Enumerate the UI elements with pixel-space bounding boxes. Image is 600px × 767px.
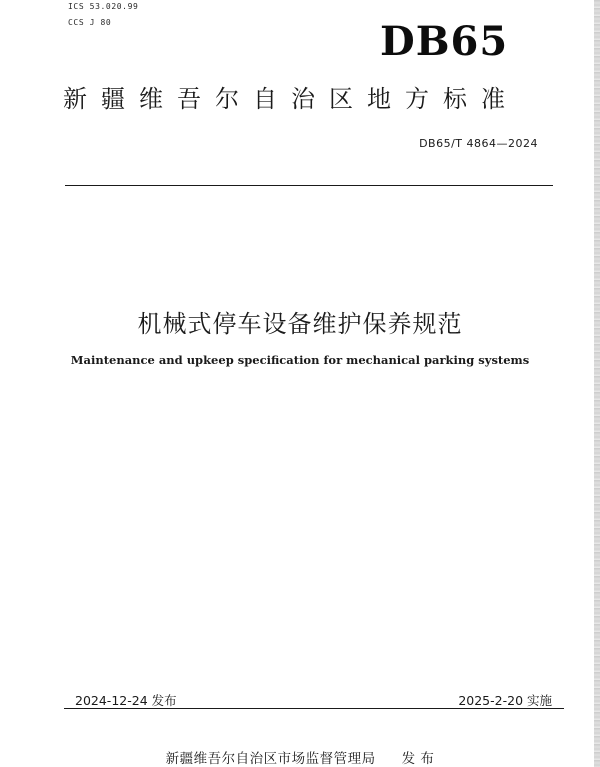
scan-edge-artifact <box>594 0 600 767</box>
header-divider <box>65 185 553 186</box>
publisher-line <box>0 747 600 767</box>
document-title-cn: 机械式停车设备维护保养规范 <box>137 310 463 338</box>
publisher-name: 新疆维吾尔自治区市场监督管理局 <box>165 751 376 767</box>
implementation-date: 2025-2-20 实施 <box>458 693 552 708</box>
issue-date: 2024-12-24 发布 <box>75 693 177 708</box>
ics-code: ICS 53.020.99 <box>68 2 139 11</box>
db65-logo: DB65 <box>380 18 509 65</box>
document-title-en: Maintenance and upkeep specification for mechanical parking systems <box>70 353 530 367</box>
ccs-code: CCS J 80 <box>68 18 112 27</box>
footer-divider <box>64 708 564 709</box>
standard-type-title: 新疆维吾尔自治区地方标准 <box>63 85 519 113</box>
publish-label: 发 布 <box>401 751 435 767</box>
standard-number: DB65/T 4864—2024 <box>419 137 538 150</box>
